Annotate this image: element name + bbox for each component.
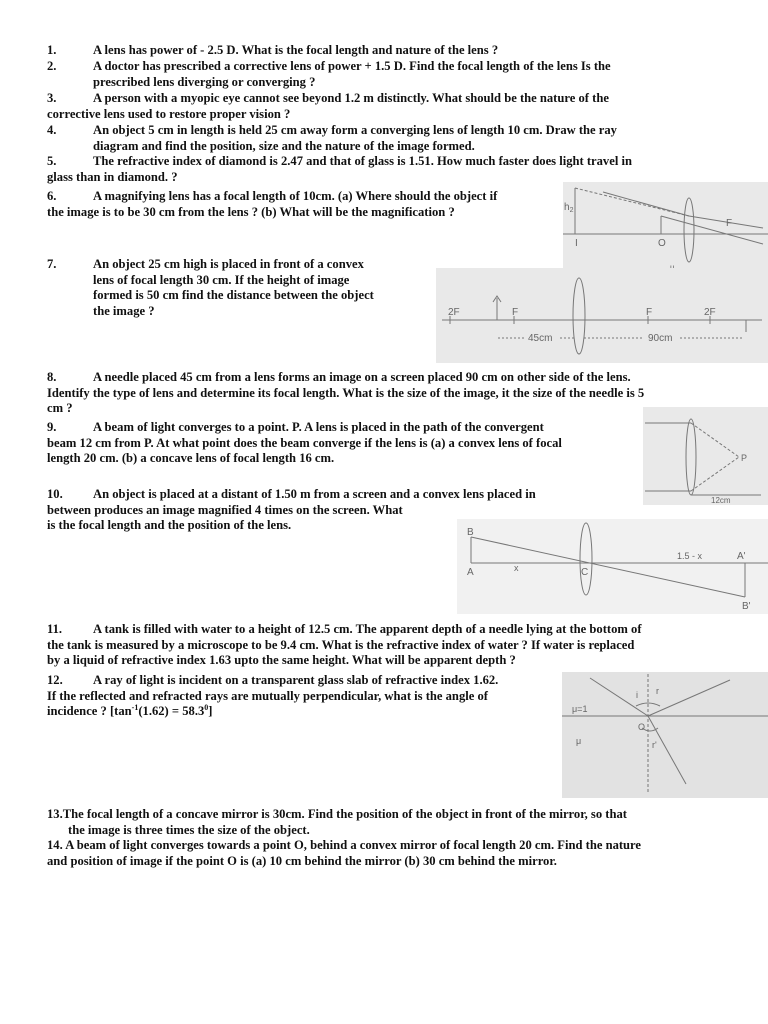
question-10: 10. An object is placed at a distant of 1.50 m from a screen and a convex lens placed in between produces an image magnified 4 times on the screen. What is the focal length and the position of the lens. [47,487,536,533]
incident-ray [590,678,648,716]
label-focus: F [726,218,733,229]
label-h: $h_2$ [564,202,574,214]
ray-2 [603,192,689,216]
label-x: x [514,563,519,573]
label-object: O [658,238,666,249]
label-1-5-x: 1.5 - x [677,551,703,561]
question-3: 3. A person with a myopic eye cannot see beyond 1.2 m distinctly. What should be the nature of the corrective lens used to restore proper vision ? [47,91,609,121]
question-7: 7. An object 25 cm high is placed in front of a convex lens of focal length 30 cm. If the height of image formed is 50 cm find the distance between the object the image ? [47,257,374,319]
label-2f-right: 2F [704,307,716,318]
label-f-right: F [646,307,653,318]
figure-converging-beam [643,407,768,505]
label-45cm: 45cm [528,333,553,344]
question-2: 2. A doctor has prescribed a corrective lens of power + 1.5 D. Find the focal length of the lens Is the prescribed lens diverging or converging ? [47,59,611,89]
reflected-ray [648,680,730,716]
question-9: 9. A beam of light converges to a point. P. A lens is placed in the path of the convergent beam 12 cm from P. At what point does the beam converge if the lens is (a) a convex lens of focal length 20 cm. (b) a concave lens of focal length 16 cm. [47,420,562,466]
convex-lens [580,523,592,595]
label-o: O [638,722,646,732]
virtual-ray [575,188,689,216]
central-ray [471,537,745,597]
figure-convex-lens-2f [436,268,768,363]
figure-lens-screen [457,519,768,614]
convex-lens [684,198,694,262]
question-11: 11. A tank is filled with water to a height of 12.5 cm. The apparent depth of a needle lying at the bottom of the tank is measured by a microscope to be 9.4 cm. What is the refractive index of water ? If water is replaced by a liquid of refractive index 1.63 upto the same height. What will be apparent depth ? [47,622,642,668]
label-r: r [656,686,659,696]
convex-lens [573,278,585,354]
label-c: C [581,567,589,578]
question-1: 1. A lens has power of - 2.5 D. What is the focal length and nature of the lens ? [47,43,499,57]
label-12cm: 12cm [711,496,731,505]
question-6: 6. A magnifying lens has a focal length of 10cm. (a) Where should the object if the image is to be 30 cm from the lens ? (b) What will be the magnification ? [47,189,498,219]
label-a: A [467,567,474,578]
question-5: 5. The refractive index of diamond is 2.47 and that of glass is 1.51. How much faster does light travel in glass than in diamond. ? [47,154,632,184]
label-r-prime: r' [652,740,657,750]
question-14: 14. A beam of light converges towards a point O, behind a convex mirror of focal length 20 cm. Find the nature and position of image if the point O is (a) 10 cm behind the mirror (b) 30 cm behind the mirror. [47,838,642,868]
question-4: 4. An object 5 cm in length is held 25 cm away form a converging lens of length 10 cm. Draw the ray diagram and find the position, size and the nature of the image formed. [47,123,617,153]
label-mu-1: μ=1 [572,704,588,714]
label-f-left: F [512,307,519,318]
convex-lens [686,419,696,495]
question-8: 8. A needle placed 45 cm from a lens forms an image on a screen placed 90 cm on other side of the lens. Identify the type of lens and determine its focal length. What is the size of the image, it the size of the needle is 5 cm ? [47,370,645,416]
label-b-prime: B' [742,601,751,612]
label-image: I [575,238,578,249]
question-13: 13.The focal length of a concave mirror is 30cm. Find the position of the object in front of the mirror, so that the image is three times the size of the object. [47,807,627,837]
label-a-prime: A' [737,551,746,562]
figure-magnifying-lens [563,182,768,272]
figure-glass-slab [562,672,768,798]
label-mu: μ [576,736,582,746]
label-2f-left: 2F [448,307,460,318]
question-12: 12. A ray of light is incident on a transparent glass slab of refractive index 1.62. If the reflected and refracted rays are mutually perpendicular, what is the angle of incidence ? $[\tan^{-1}(1.62) = 58.3^0]$ [47,673,499,719]
label-b: B [467,527,474,538]
label-p: P [741,453,748,463]
refracted-ray [648,716,686,784]
label-90cm: 90cm [648,333,673,344]
label-i: i [636,690,638,700]
